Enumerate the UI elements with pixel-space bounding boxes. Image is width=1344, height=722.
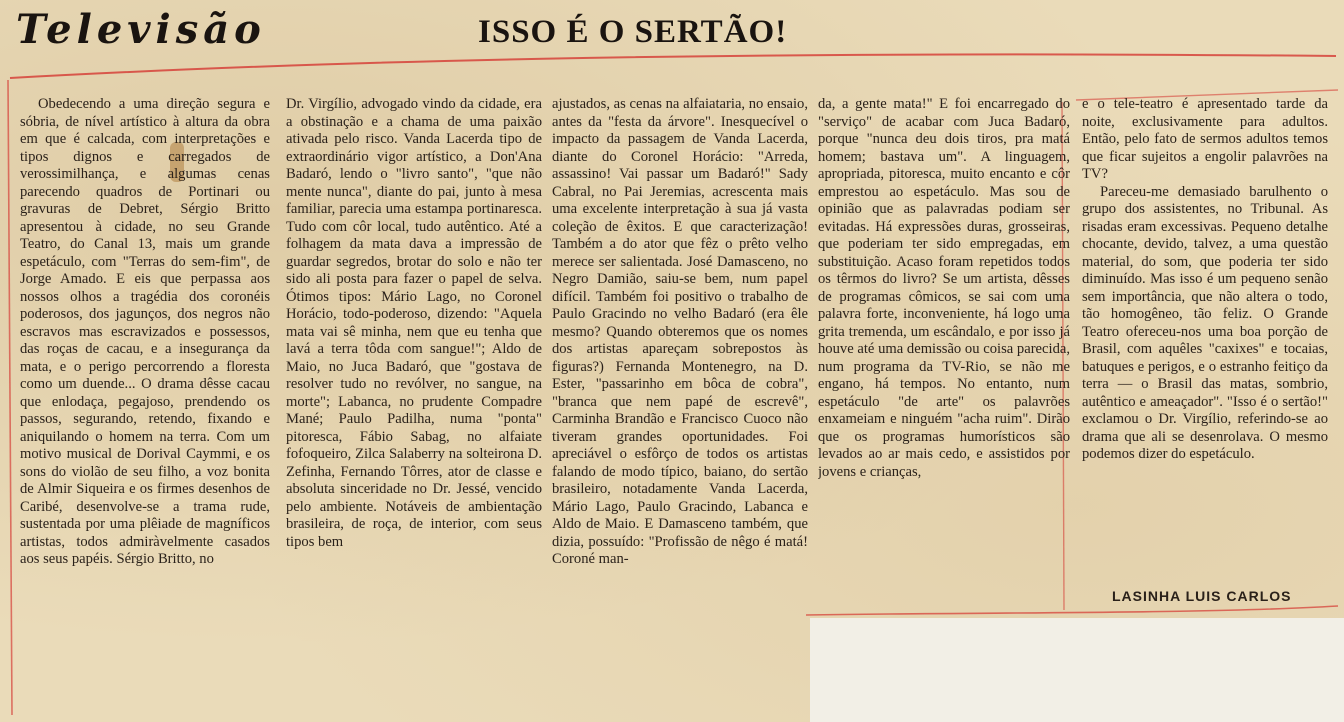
clipping-header	[0, 0, 1344, 70]
article-column-2	[286, 96, 542, 722]
column-4-text: da, a gente mata!" E foi encarregado do "serviço" de acabar com Juca Badaró, porque "nunca deu dois tiros, pra matá homem; bastava um". A linguagem, apropriada, pitoresca, muito encanto e côr emprestou ao espetáculo. Mas sou de opinião que as palavradas podiam ser evitadas. Há expressões duras, grosseiras, que poderiam ter sido empregadas, em substituição. Acaso foram repetidos todos os têrmos do livro? Se um artista, dêsses de programas cômicos, se sai com uma palavra forte, inconveniente, há logo uma grita tremenda, um escândalo, e por isso já houve até uma demissão ou coisa parecida, num programa da TV-Rio, se não me engano, há tempos. No entanto, num espetáculo "de arte" os palavrões enxameiam e ninguém "acha ruim". Dirão que os programas humorísticos são levados ao ar mais cedo, e assistidos por jovens e crianças,	[818, 96, 1070, 480]
column-2-text: Dr. Virgílio, advogado vindo da cidade, era a obstinação e a chama de uma paixão ativada pelo risco. Vanda Lacerda tipo de extraordinário vigor artístico, a Don'Ana Badaró, lendo o "livro santo", "que não mente nunca", diante do pai, junto à mesa familiar, parecia uma estampa portinaresca. Tudo com côr local, tudo autêntico. Até a folhagem da mata dava a impressão de guardar segredos, brotar do solo e não ter sido ali posta para fazer o papel de selva. Ótimos tipos: Mário Lago, no Coronel Horácio, todo-poderoso, dizendo: "Aquela mata vai sê minha, nem que eu tenha que lavá a terra tôda com sangue!"; Aldo de Maio, no Juca Badaró, que "gostava de resolver tudo no revólver, no sangue, na morte"; Labanca, no prudente Compadre Mané; Paulo Padilha, numa "ponta" pitoresca, Fábio Sabag, no alfaiate fofoqueiro, Zilca Salaberry na solteirona D. Zefinha, Fernando Tôrres, ator de classe e absoluta sinceridade no Dr. Jessé, vencido pelo ambiente. Notáveis de ambientação brasileira, de roça, de interior, com seus tipos bem	[286, 96, 542, 550]
blank-paper-area	[810, 618, 1344, 722]
article-column-1	[20, 96, 270, 722]
article-column-5	[1082, 96, 1328, 586]
column-1-text: Obedecendo a uma direção segura e sóbria, de nível artístico à altura da obra em que é calcada, com interpretações e tipos dignos e carregados de verossimilhança, e algumas cenas parecendo quadros de Portinari ou gravuras de Debret, Sérgio Britto apresentou à cidade, no seu Grande Teatro, do Canal 13, mais um grande espetáculo, com "Terras do sem-fim", de Jorge Amado. E eis que perpassa aos nossos olhos a tragédia dos coronéis poderosos, dos jagunços, dos negros não escravos mas escravizados e possessos, das roças de cacau, e a insegurança da mata, e o perigo percorrendo a floresta como um duende... O drama dêsse cacau que enlodaça, pegajoso, prendendo os passos, segurando, retendo, fixando e aniquilando o homem na terra. Com um motivo musical de Dorival Caymmi, e os sons do violão de seu filho, a voz bonita de Almir Siqueira e os firmes desenhos de Caribé, desenvolve-se a trama rude, sustentada por uma plêiade de magníficos artistas, todos admiràvelmente casados aos seus papéis. Sérgio Britto, no	[20, 96, 270, 567]
column-5-paragraph-2: Pareceu-me demasiado barulhento o grupo dos assistentes, no Tribunal. As risadas eram excessivas. Pequeno detalhe chocante, devido, talvez, a uma questão material, do som, que poderia ter sido diminuído. Mas isso é um pequeno senão sem importância, que não altera o todo, tão homogêneo, tão feliz. O Grande Teatro ofereceu-nos uma boa porção de Brasil, com aquêles "caxixes" e tocaias, batuques e perigos, e o estranho feitiço da terra — o Brasil das matas, sombrio, autêntico e ameaçador". "Isso é o sertão!" exclamou o Dr. Virgílio, referindo-se ao drama que ali se desenrolava. O mesmo podemos dizer do espetáculo.	[1082, 183, 1328, 462]
author-byline: LASINHA LUIS CARLOS	[1112, 588, 1292, 604]
headline: ISSO É O SERTÃO!	[478, 14, 788, 50]
column-5-paragraph-1: e o tele-teatro é apresentado tarde da noite, exclusivamente para adultos. Então, pelo fato de sermos adultos temos que ficar sujeitos a engolir palavrões na TV?	[1082, 96, 1328, 182]
article-column-3	[552, 96, 808, 722]
section-title: Televisão	[16, 6, 266, 53]
article-column-4	[818, 96, 1070, 616]
column-3-text: ajustados, as cenas na alfaiataria, no ensaio, antes da "festa da árvore". Inesquecível o impacto da passagem de Vanda Lacerda, diante do Coronel Horácio: "Arreda, assassino! Vai passar um Badaró!" Sady Cabral, no Pai Jeremias, acrescenta mais uma excelente interpretação à sua já vasta coleção de êxitos. E que caracterização! Também a do ator que fêz o prêto velho merece ser salientada. José Damasceno, no Negro Damião, saiu-se bem, num papel difícil. Também foi positivo o trabalho de Paulo Gracindo no velho Badaró (era êle mesmo? Quando obteremos que os nomes dos artistas apareçam sobrepostos às figuras?) Fernanda Montenegro, na D. Ester, "passarinho em bôca de cobra", "branca que nem papé de escrevê", Carminha Brandão e Francisco Cuoco não tiveram grandes oportunidades. Foi apreciável o esfôrço de todos os artistas falando de modo típico, baiano, do sertão brasileiro, notadamente Vanda Lacerda, Mário Lago, Paulo Gracindo, Labanca e Aldo de Maio. E Damasceno também, que dizia, possuído: "Profissão de nêgo é matá! Coroné man-	[552, 96, 808, 567]
